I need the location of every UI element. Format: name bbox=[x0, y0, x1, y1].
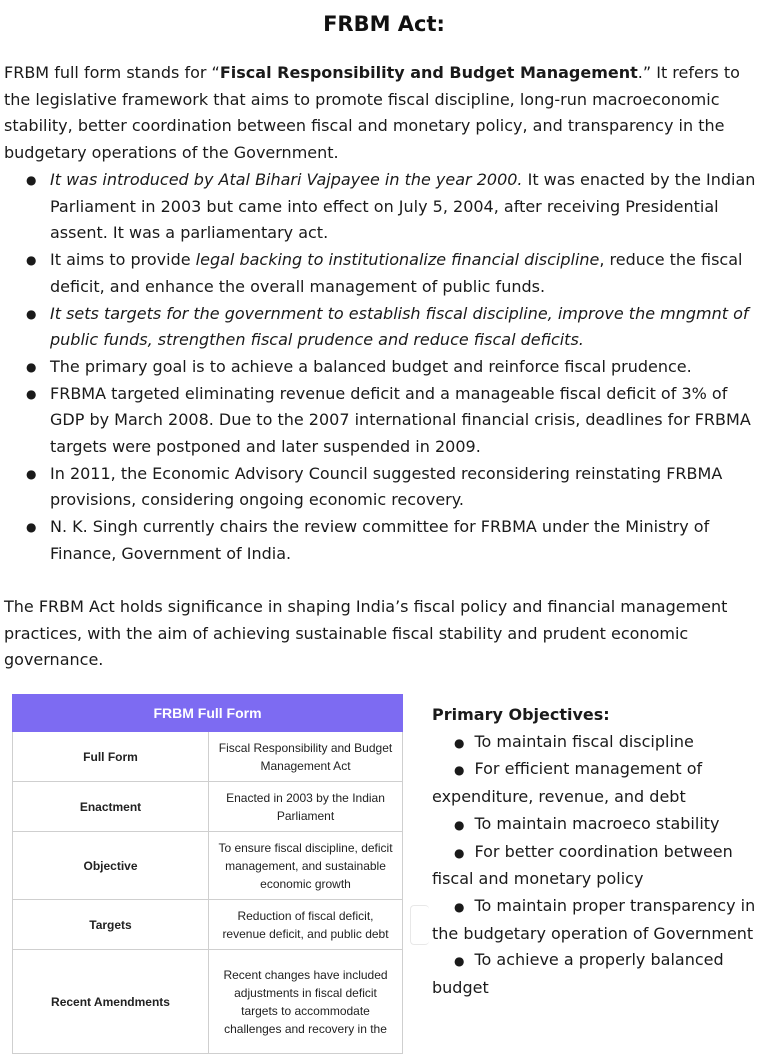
item-italic: It was introduced by Atal Bihari Vajpayee in the year 2000. bbox=[50, 170, 523, 189]
table-value: Reduction of fiscal deficit, revenue deficit, and public debt bbox=[209, 900, 403, 950]
table-key: Enactment bbox=[13, 782, 209, 832]
significance-paragraph: The FRBM Act holds significance in shaping India’s fiscal policy and financial management practices, with the aim of achieving sustainable fiscal stability and prudent economic governance. bbox=[4, 597, 728, 670]
intro-suffix: .” It refers to the legislative framework that aims to promote fiscal discipline, long-run macroeconomic stability, better coordination between fiscal and monetary policy, and transparency in the budgetary operations of the Government. bbox=[4, 63, 740, 163]
list-item bbox=[0, 301, 768, 354]
table-row bbox=[13, 950, 403, 1054]
list-item bbox=[0, 461, 768, 514]
primary-objectives bbox=[432, 702, 764, 1002]
objectives-heading: Primary Objectives: bbox=[432, 705, 610, 724]
list-item bbox=[0, 354, 768, 381]
bullet-icon: ● bbox=[454, 899, 465, 914]
bullet-icon: ● bbox=[454, 817, 465, 832]
table-value: To ensure fiscal discipline, deficit management, and sustainable economic growth bbox=[209, 832, 403, 900]
item-text: For better coordination between fiscal and monetary policy bbox=[432, 841, 733, 889]
intro-paragraph bbox=[4, 60, 766, 167]
table-value: Fiscal Responsibility and Budget Management Act bbox=[209, 732, 403, 782]
list-item bbox=[0, 514, 768, 567]
table-key: Recent Amendments bbox=[13, 950, 209, 1054]
item-italic: legal backing to institutionalize financial discipline bbox=[195, 250, 600, 270]
intro-bold: Fiscal Responsibility and Budget Management bbox=[219, 63, 638, 82]
item-text: To achieve a properly balanced budget bbox=[432, 950, 724, 998]
table-value: Recent changes have included adjustments in fiscal deficit targets to accommodate challenges and recovery in the bbox=[209, 950, 403, 1054]
list-item bbox=[432, 839, 764, 893]
item-text: N. K. Singh currently chairs the review committee for FRBMA under the Ministry of Finance, Government of India. bbox=[50, 517, 710, 563]
intro-prefix: FRBM full form stands for “ bbox=[4, 63, 220, 82]
list-item bbox=[432, 811, 764, 839]
item-text: In 2011, the Economic Advisory Council suggested reconsidering reinstating FRBMA provisions, considering ongoing economic recovery. bbox=[50, 463, 723, 510]
table-value: Enacted in 2003 by the Indian Parliament bbox=[209, 782, 403, 832]
bullet-icon: ● bbox=[454, 735, 465, 750]
list-item bbox=[0, 381, 768, 461]
item-text: It was enacted by the Indian Parliament in 2003 but came into effect on July 5, 2004, after receiving Presidential assent. It was a parliamentary act. bbox=[50, 170, 756, 243]
table-row bbox=[13, 732, 403, 782]
frbm-full-form-table bbox=[12, 694, 403, 1054]
item-text: FRBMA targeted eliminating revenue deficit and a manageable fiscal deficit of 3% of GDP by March 2008. Due to the 2007 international financial crisis, deadlines for FRBMA targets were postponed and later suspended in 2009. bbox=[50, 383, 751, 457]
table-header: FRBM Full Form bbox=[13, 695, 403, 732]
list-item bbox=[0, 167, 768, 247]
item-italic: It sets targets for the government to establish fiscal discipline, improve the mngmnt of public funds, strengthen fiscal prudence and reduce fiscal deficits. bbox=[50, 303, 749, 350]
table-row bbox=[13, 832, 403, 900]
table-key: Targets bbox=[13, 900, 209, 950]
bullet-icon: ● bbox=[454, 763, 465, 778]
table-row bbox=[13, 900, 403, 950]
faint-box bbox=[410, 905, 429, 945]
list-item bbox=[432, 756, 764, 810]
item-text: , reduce the fiscal deficit, and enhance the overall management of public funds. bbox=[50, 250, 743, 296]
list-item bbox=[432, 947, 764, 1001]
list-item bbox=[0, 247, 768, 300]
item-text: It aims to provide bbox=[50, 250, 196, 270]
list-item bbox=[432, 729, 764, 757]
item-text: The primary goal is to achieve a balanced budget and reinforce fiscal prudence. bbox=[50, 356, 692, 376]
key-points-list bbox=[0, 167, 768, 568]
item-text: To maintain proper transparency in the budgetary operation of Government bbox=[432, 895, 756, 943]
table-key: Objective bbox=[13, 832, 209, 900]
item-text: For efficient management of expenditure, revenue, and debt bbox=[432, 759, 703, 807]
item-text: To maintain macroeco stability bbox=[474, 813, 720, 833]
page-title: FRBM Act: bbox=[323, 12, 445, 36]
table-row bbox=[13, 782, 403, 832]
bullet-icon: ● bbox=[454, 845, 465, 860]
bullet-icon: ● bbox=[454, 954, 465, 969]
list-item bbox=[432, 893, 764, 947]
table-key: Full Form bbox=[13, 732, 209, 782]
item-text: To maintain fiscal discipline bbox=[474, 731, 694, 751]
